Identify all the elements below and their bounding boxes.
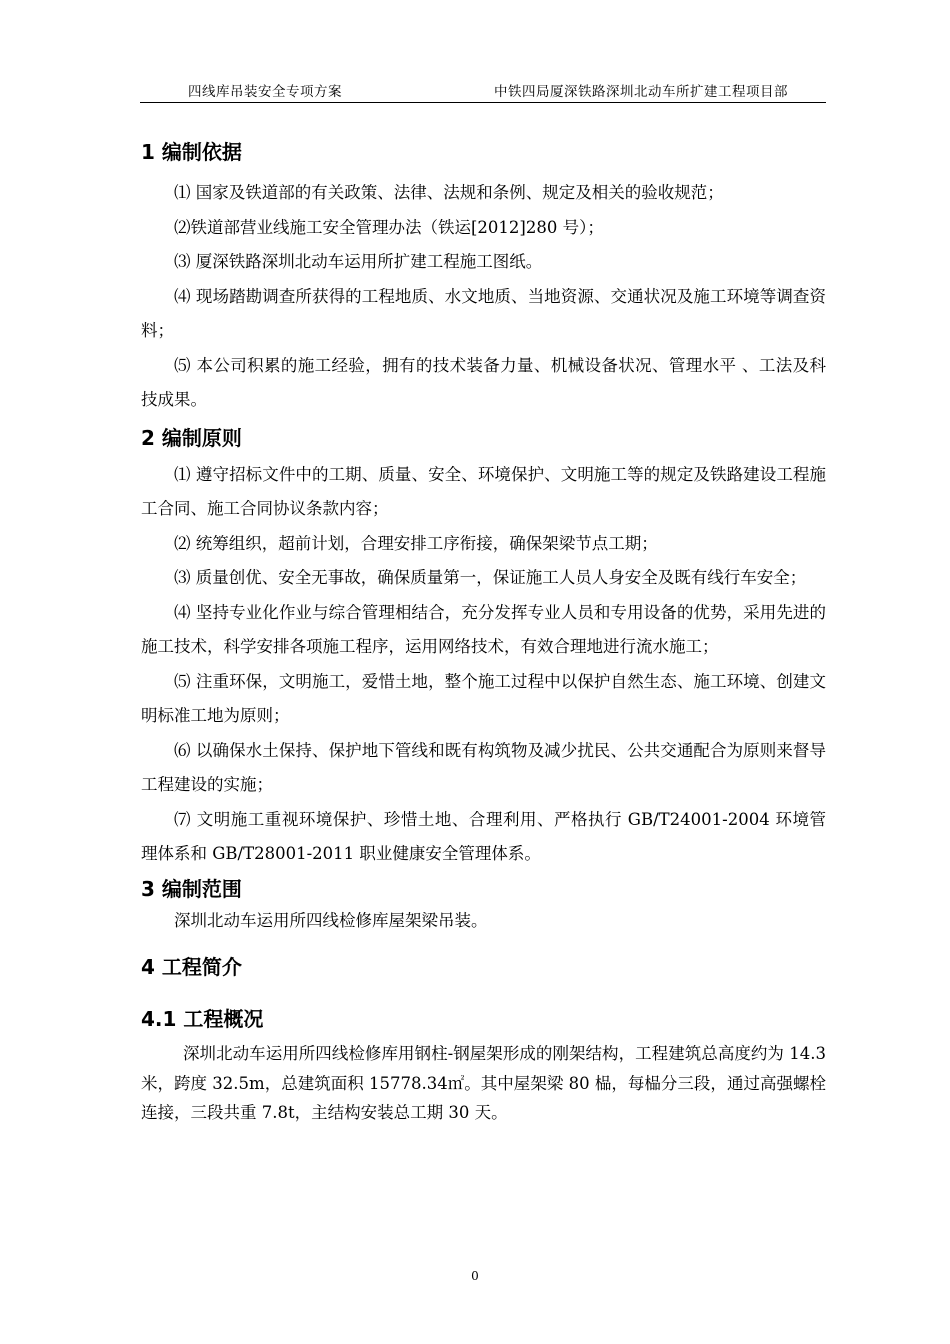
principle-item-1: ⑴ 遵守招标文件中的工期、质量、安全、环境保护、文明施工等的规定及铁路建设工程施工合同、施工合同协议条款内容； xyxy=(141,464,826,518)
principle-item-3: ⑶ 质量创优、安全无事故，确保质量第一，保证施工人员人身安全及既有线行车安全； xyxy=(174,568,807,587)
section-1-heading: 1 编制依据 xyxy=(141,140,242,164)
basis-item-4: ⑷ 现场踏勘调查所获得的工程地质、水文地质、当地资源、交通状况及施工环境等调查资料； xyxy=(141,286,826,340)
header-doc-title: 四线库吊装安全专项方案 xyxy=(188,84,342,100)
principle-item-2: ⑵ 统筹组织，超前计划，合理安排工序衔接，确保架梁节点工期； xyxy=(174,533,658,553)
principle-item-5: ⑸ 注重环保，文明施工，爱惜土地，整个施工过程中以保护自然生态、施工环境、创建文明标准工地为原则； xyxy=(141,671,826,725)
scope-text: 深圳北动车运用所四线检修库屋架梁吊装。 xyxy=(174,910,488,930)
document-body xyxy=(141,132,826,1128)
header-organization: 中铁四局厦深铁路深圳北动车所扩建工程项目部 xyxy=(494,84,788,100)
section-2-heading: 2 编制原则 xyxy=(141,425,242,450)
basis-item-3: ⑶ 厦深铁路深圳北动车运用所扩建工程施工图纸。 xyxy=(174,252,543,271)
section-4-heading: 4 工程简介 xyxy=(141,955,242,979)
section-4-1-heading: 4.1 工程概况 xyxy=(141,1007,264,1031)
overview-text: 深圳北动车运用所四线检修库用钢柱-钢屋架形成的刚架结构，工程建筑总高度约为 14.3 米，跨度 32.5m，总建筑面积 15778.34㎡。其中屋架梁 80 榀，每榀分三段，通过高强螺栓连接，三段共重 7.8t，主结构安装总工期 30 天。 xyxy=(141,1044,826,1122)
basis-item-5: ⑸ 本公司积累的施工经验，拥有的技术装备力量、机械设备状况、管理水平 、工法及科技成果。 xyxy=(141,355,826,409)
basis-item-1: ⑴ 国家及铁道部的有关政策、法律、法规和条例、规定及相关的验收规范； xyxy=(174,183,724,202)
page-header xyxy=(140,78,826,103)
page-number: 0 xyxy=(471,1269,479,1283)
basis-item-2: ⑵铁道部营业线施工安全管理办法（铁运[2012]280 号）； xyxy=(174,217,604,237)
section-3-heading: 3 编制范围 xyxy=(141,876,242,901)
principle-item-6: ⑹ 以确保水土保持、保护地下管线和既有构筑物及减少扰民、公共交通配合为原则来督导工程建设的实施； xyxy=(141,740,826,794)
principle-item-7: ⑺ 文明施工重视环境保护、珍惜土地、合理利用、严格执行 GB/T24001-2004 环境管理体系和 GB/T28001-2011 职业健康安全管理体系。 xyxy=(141,809,826,863)
principle-item-4: ⑷ 坚持专业化作业与综合管理相结合，充分发挥专业人员和专用设备的优势，采用先进的施工技术，科学安排各项施工程序，运用网络技术，有效合理地进行流水施工； xyxy=(141,602,826,656)
